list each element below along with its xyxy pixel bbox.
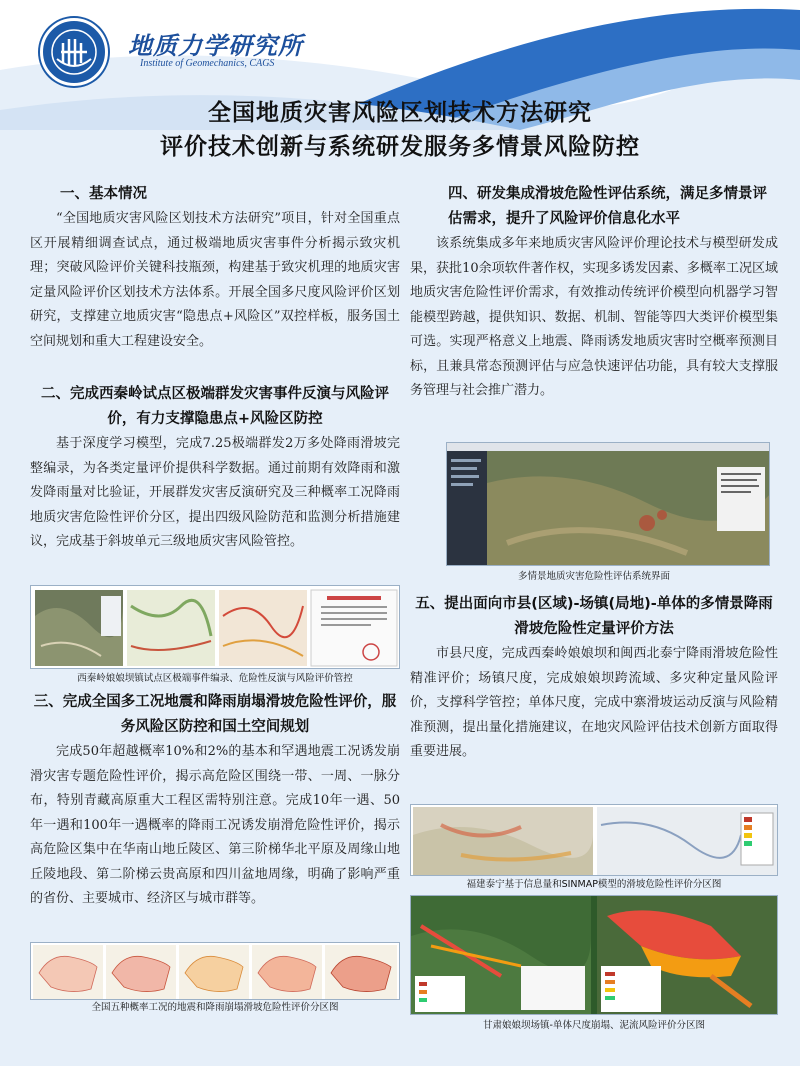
institute-name-en: Institute of Geomechanics, CAGS <box>140 58 275 69</box>
section-2 <box>30 382 400 555</box>
section-1 <box>30 182 400 354</box>
figure-system-caption: 多情景地质灾害危险性评估系统界面 <box>517 571 670 582</box>
section-4-heading: 四、研发集成滑坡危险性评估系统，满足多情景评估需求，提升了风险评价信息化水平 <box>448 186 767 227</box>
figure-taining-caption: 福建泰宁基于信息量和SINMAP模型的滑坡危险性评价分区图 <box>466 879 722 890</box>
institute-name-cn: 地质力学研究所 <box>128 31 303 60</box>
section-5-heading: 五、提出面向市县(区域)-场镇(局地)-单体的多情景降雨滑坡危险性定量评价方法 <box>415 596 773 637</box>
section-5 <box>410 592 778 765</box>
figure-national-caption: 全国五种概率工况的地震和降雨崩塌滑坡危险性评价分区图 <box>91 1002 339 1013</box>
section-2-body: 基于深度学习模型，完成7.25极端群发2万多处降雨滑坡完整编录，为各类定量评价提供科学数据。通过前期有效降雨和激发降雨量对比验证，开展群发灾害反演研究及三种概率工况降雨地质灾害危险性评价分区，提出四级风险防范和监测分析措施建议，完成基于斜坡单元三级地质灾害风险管控。 <box>30 436 400 549</box>
figure-qinling-panels <box>30 585 400 669</box>
figure-national-maps <box>30 942 400 1000</box>
poster-title-line2: 评价技术创新与系统研发服务多情景风险防控 <box>160 134 640 160</box>
figure-system-ui <box>446 442 770 566</box>
figure-niangniangba-maps <box>410 895 778 1015</box>
poster-title-line1: 全国地质灾害风险区划技术方法研究 <box>208 100 592 126</box>
section-2-heading: 二、完成西秦岭试点区极端群发灾害事件反演与风险评价，有力支撑隐患点+风险区防控 <box>41 386 389 427</box>
section-3-body: 完成50年超越概率10%和2%的基本和罕遇地震工况诱发崩滑灾害专题危险性评价，揭示高危险区围绕一带、一周、一脉分布，特别青藏高原重大工程区需特别注意。完成10年一遇、50年一遇和100年一遇概率的降雨工况诱发崩滑危险性评价，揭示高危险区集中在华南山地丘陵区、第三阶梯华北平原及周缘山地丘陵地段、第二阶梯云贵高原和四川盆地周缘，明确了影响严重的省份、主要城市、经济区与城市群等。 <box>30 744 400 906</box>
cgs-logo <box>40 18 108 86</box>
figure-qinling-caption: 西秦岭娘娘坝镇试点区极端事件编录、危险性反演与风险评价管控 <box>77 673 353 684</box>
section-3 <box>30 690 400 912</box>
figure-taining-maps <box>410 804 778 876</box>
section-1-heading: 一、基本情况 <box>60 186 147 202</box>
section-3-heading: 三、完成全国多工况地震和降雨崩塌滑坡危险性评价，服务风险区防控和国土空间规划 <box>33 694 397 735</box>
section-4 <box>410 182 778 404</box>
figure-niangniangba-caption: 甘肃娘娘坝场镇-单体尺度崩塌、泥流风险评价分区图 <box>483 1020 705 1031</box>
section-1-body: “全国地质灾害风险区划技术方法研究”项目，针对全国重点区开展精细调查试点，通过极端地质灾害事件分析揭示致灾机理；突破风险评价关键科技瓶颈，构建基于致灾机理的地质灾害定量风险评价区划技术方法体系。开展全国多尺度风险评价区划研究，支撑建立地质灾害“隐患点+风险区”双控样板，服务国土空间规划和重大工程建设安全。 <box>30 211 400 349</box>
section-4-body: 该系统集成多年来地质灾害风险评价理论技术与模型研发成果，获批10余项软件著作权，实现多诱发因素、多概率工况区域地质灾害危险性评价需求，有效推动传统评价模型向机器学习智能模型跨越，提供知识、数据、机制、智能等四大类评价模型集可选。实现严格意义上地震、降雨诱发地质灾害时空概率预测目标，且兼具常态预测评估与应急快速评估功能，具有较大支撑服务管理与社会推广潜力。 <box>410 236 778 398</box>
section-5-body: 市县尺度，完成西秦岭娘娘坝和闽西北泰宁降雨滑坡危险性精准评价；场镇尺度，完成娘娘坝跨流域、多灾种定量风险评价，支撑科学管控；单体尺度，完成中寨滑坡运动反演与风险精准预测，提出量化措施建议，在地灾风险评估技术创新方面取得重要进展。 <box>410 646 778 759</box>
